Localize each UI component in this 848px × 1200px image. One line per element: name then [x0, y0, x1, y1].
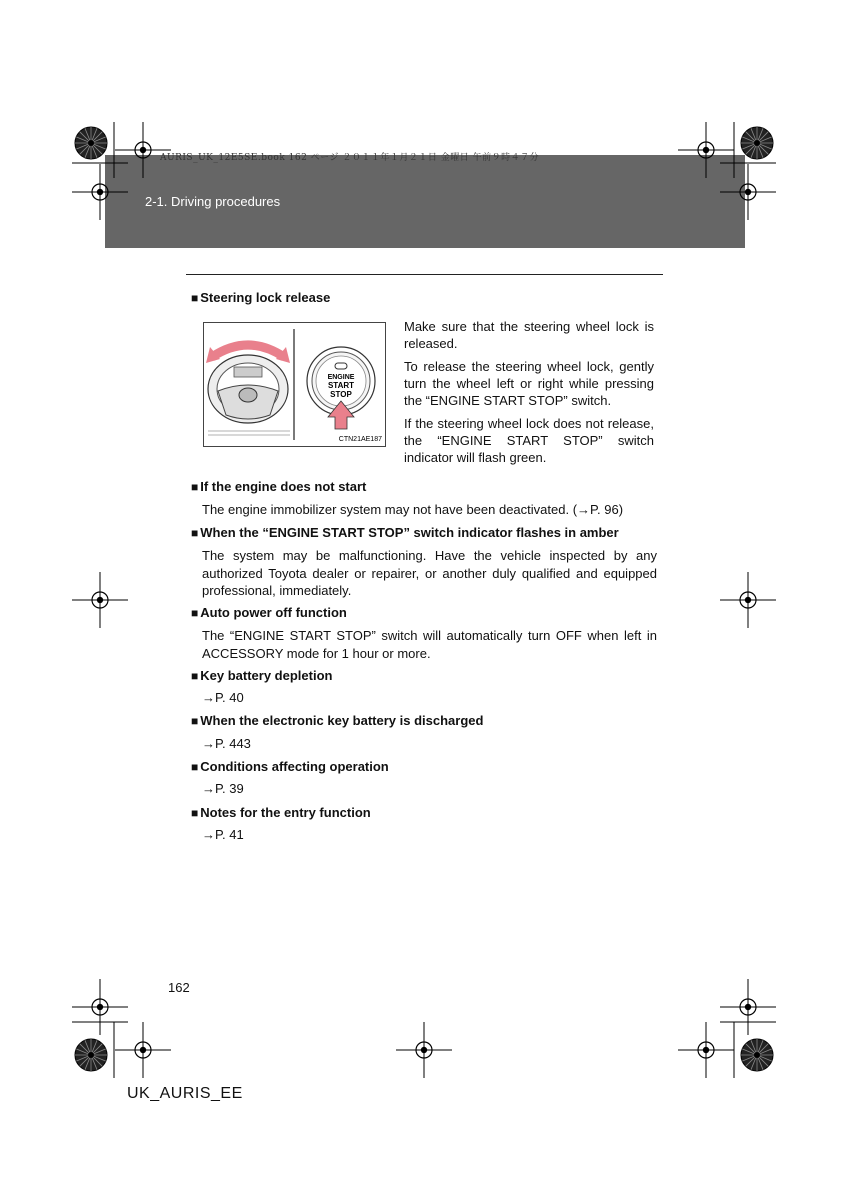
page-number: 162 — [168, 980, 190, 995]
bullet-square: ■ — [191, 526, 199, 540]
print-info: AURIS_UK_12E5SE.book 162 ページ ２０１１年１月２１日 金曜日 午前９時４７分 — [160, 153, 540, 163]
heading-entry-notes: ■ Notes for the entry function — [191, 805, 371, 820]
bullet-square: ■ — [191, 760, 199, 774]
button-label-engine: ENGINE — [327, 374, 355, 381]
steering-figure — [203, 322, 386, 447]
figure-code: CTN21AE187 — [338, 436, 382, 443]
button-label-start: START — [327, 381, 355, 390]
bullet-square: ■ — [191, 291, 199, 305]
heading-engine-not-start: ■ If the engine does not start — [191, 479, 367, 494]
key-battery-ref[interactable]: →P. 40 — [202, 690, 244, 705]
conditions-ref[interactable]: →P. 39 — [202, 781, 244, 796]
bullet-square: ■ — [191, 606, 199, 620]
heading-auto-power-off: ■ Auto power off function — [191, 605, 347, 620]
heading-indicator-amber: ■ When the “ENGINE START STOP” switch indicator flashes in amber — [191, 525, 619, 540]
bullet-square: ■ — [191, 669, 199, 683]
key-discharged-ref[interactable]: →P. 443 — [202, 736, 251, 751]
heading-key-discharged: ■ When the electronic key battery is discharged — [191, 713, 484, 728]
heading-steering-lock: ■ Steering lock release — [191, 290, 331, 305]
button-label-stop: STOP — [330, 390, 352, 399]
steering-lock-paragraph: To release the steering wheel lock, gently turn the wheel left or right while pressing the “ENGINE START STOP” switch. — [404, 359, 654, 408]
heading-key-battery: ■ Key battery depletion — [191, 668, 333, 683]
bullet-square: ■ — [191, 714, 199, 728]
entry-notes-ref[interactable]: →P. 41 — [202, 827, 244, 842]
steering-wheel-illustration — [204, 323, 385, 446]
indicator-amber-text: The system may be malfunctioning. Have the vehicle inspected by any authorized Toyota dealer or repairer, or another duly qualified and equipped professional, immediately. — [202, 548, 657, 598]
heading-conditions: ■ Conditions affecting operation — [191, 759, 389, 774]
section-rule — [186, 274, 663, 275]
section-title: 2-1. Driving procedures — [145, 194, 281, 209]
steering-lock-text — [404, 318, 654, 472]
auto-power-off-text: The “ENGINE START STOP” switch will automatically turn OFF when left in ACCESSORY mode for 1 hour or more. — [202, 628, 657, 661]
bullet-square: ■ — [191, 806, 199, 820]
footer-doc-id: UK_AURIS_EE — [127, 1085, 243, 1102]
bullet-square: ■ — [191, 480, 199, 494]
steering-lock-paragraph: If the steering wheel lock does not release, the “ENGINE START STOP” switch indicator will flash green. — [404, 416, 654, 465]
engine-not-start-text: The engine immobilizer system may not have been deactivated. (→P. 96) — [202, 502, 624, 517]
steering-lock-paragraph: Make sure that the steering wheel lock is released. — [404, 319, 654, 351]
